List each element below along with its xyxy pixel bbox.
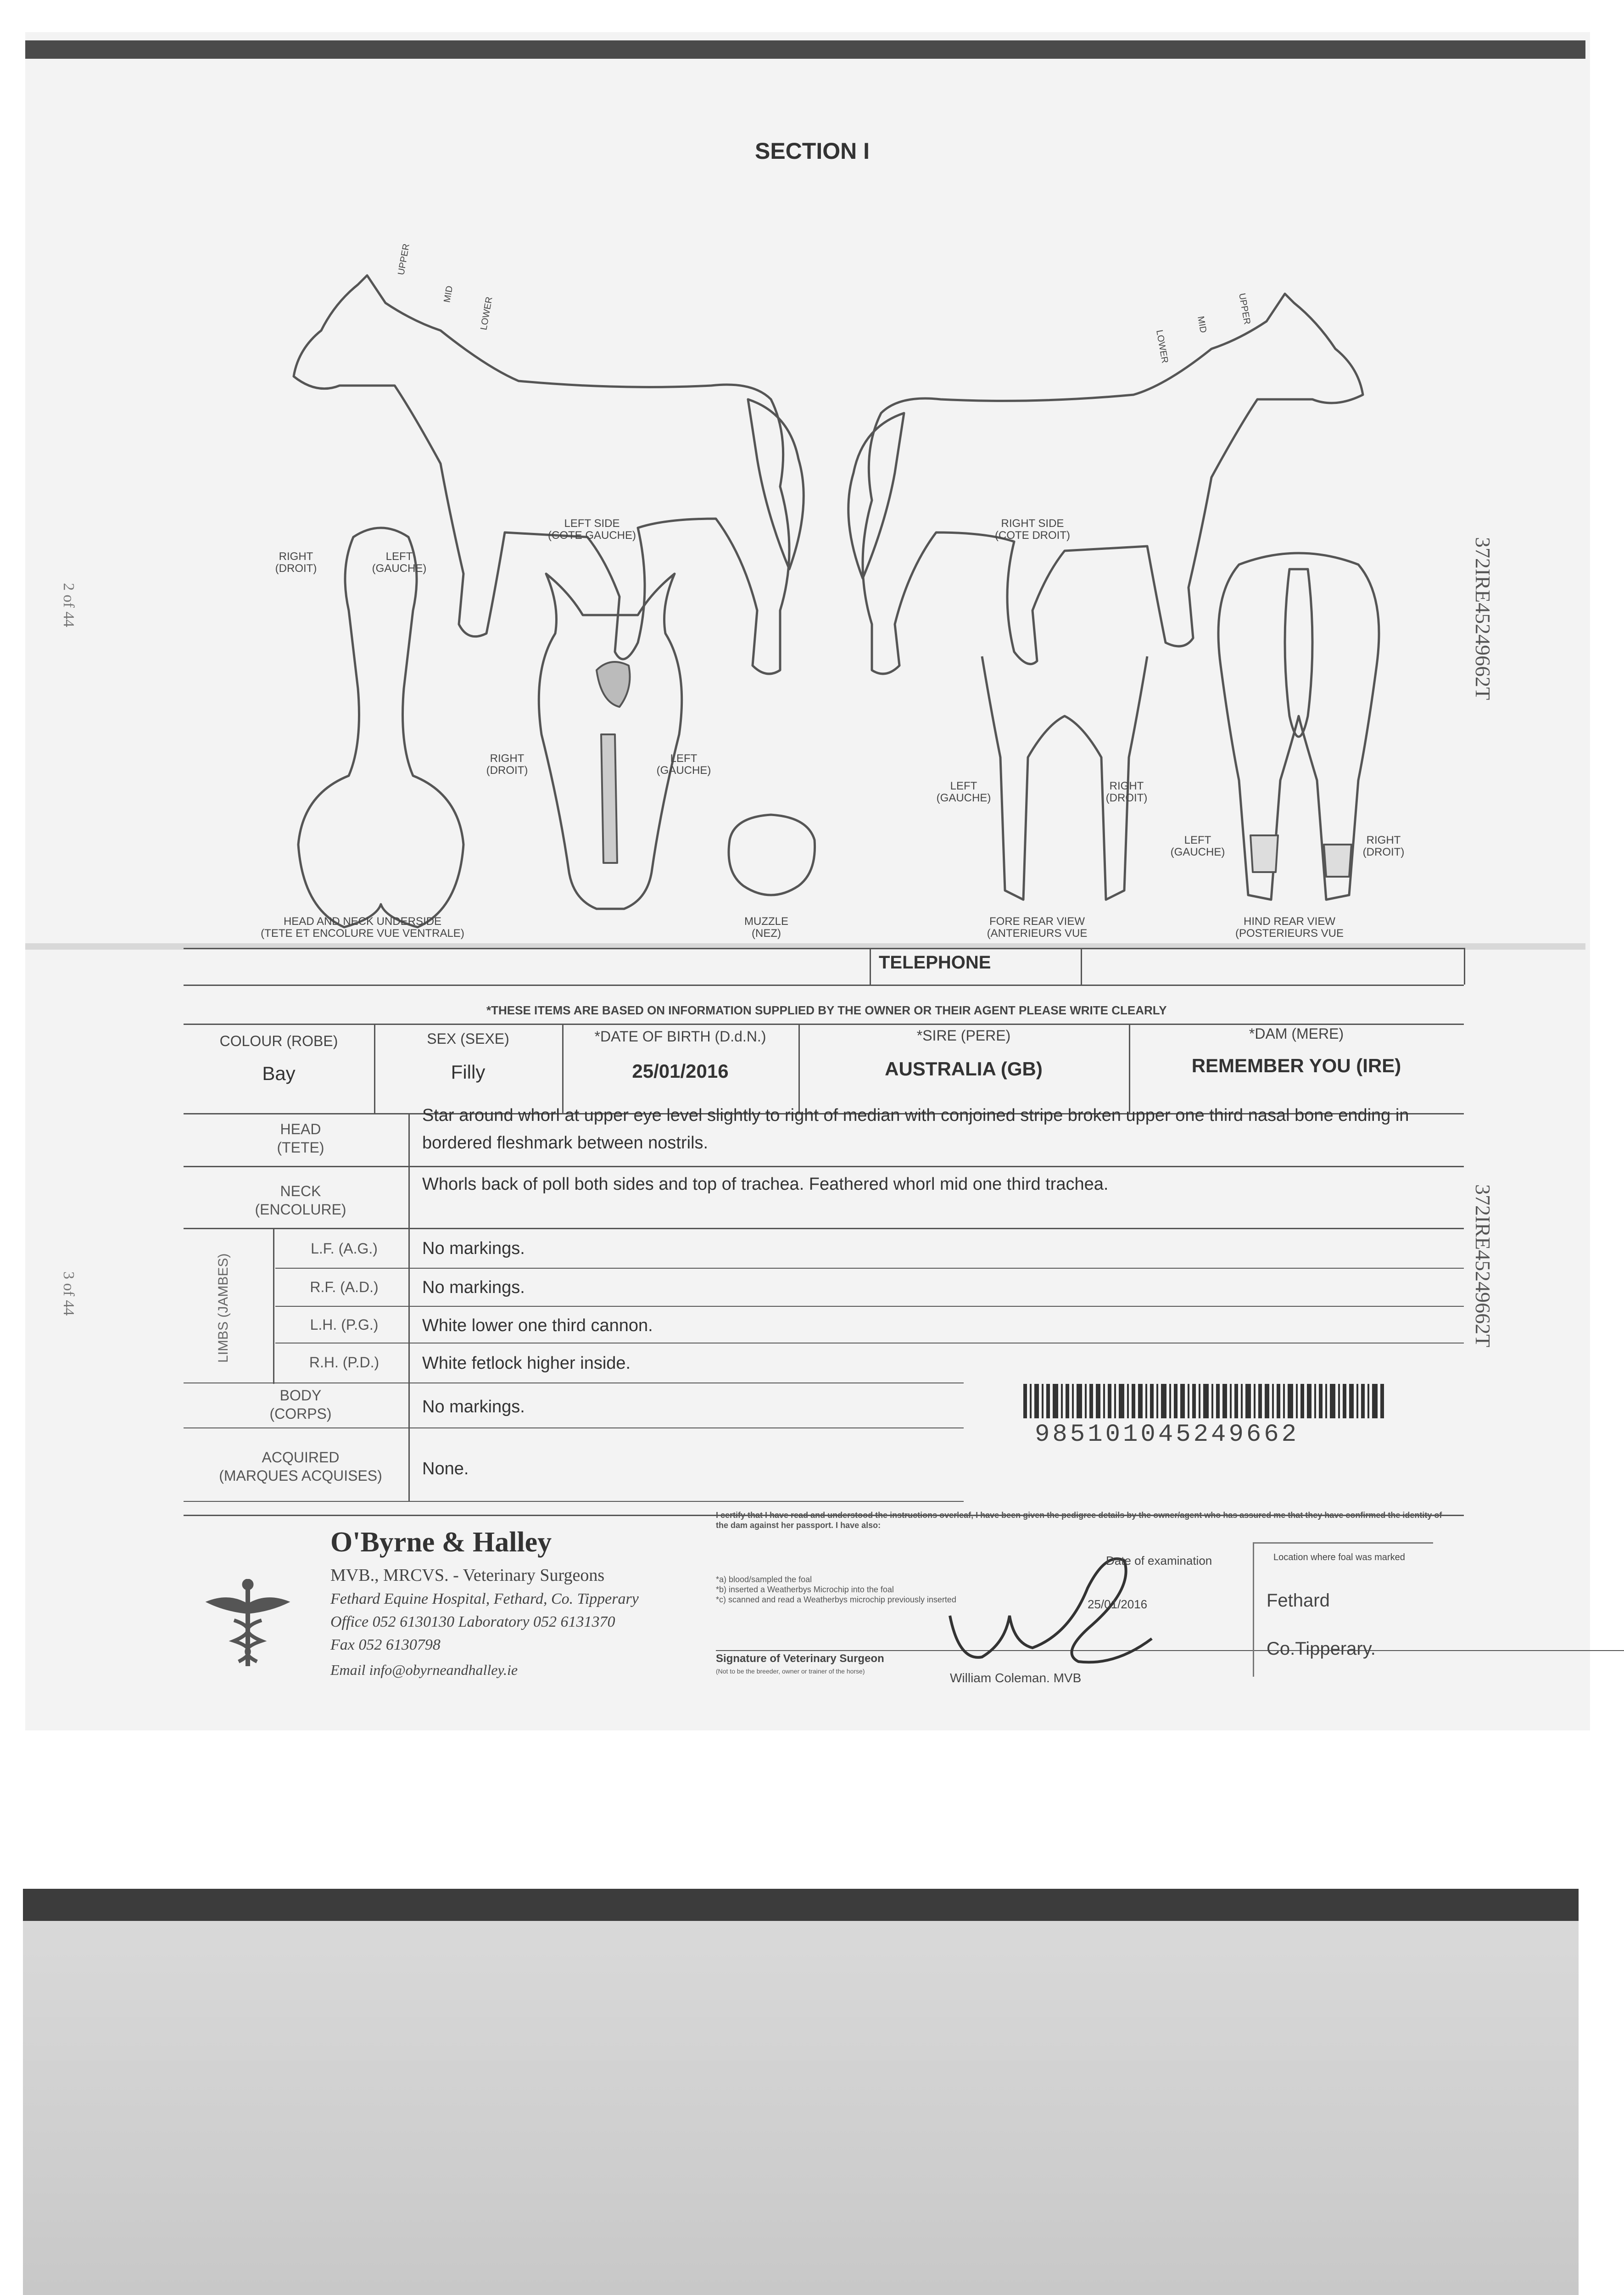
neck-label: NECK (ENCOLURE) — [255, 1183, 346, 1218]
dob-value: 25/01/2016 — [632, 1060, 729, 1082]
fore-rear-view-caption: FORE REAR VIEW (ANTERIEURS VUE — [987, 915, 1088, 940]
right-side-horse — [863, 294, 1363, 674]
body-text: No markings. — [422, 1397, 525, 1416]
lf-label: L.F. (A.G.) — [311, 1240, 378, 1257]
right-side-tail — [848, 413, 904, 578]
check-microchip-scanned: *c) scanned and read a Weatherbys microchip previously inserted — [716, 1595, 956, 1604]
head-text: Star around whorl at upper eye level slightly to right of median with conjoined stripe broken upper one third nasal bone ending in bordered fleshmark between nostrils. — [422, 1106, 1409, 1153]
rh-text: White fetlock higher inside. — [422, 1354, 631, 1373]
certification-statement: I certify that I have read and understood the instructions overleaf, I have been given the pedigree details by the owner/agent who has assured me that they have confirmed the identity of the dam against her passport. I have also: — [716, 1511, 1442, 1530]
practice-qualifications: MVB., MRCVS. - Veterinary Surgeons — [330, 1566, 605, 1585]
rf-text: No markings. — [422, 1278, 525, 1297]
fore-right-caption: RIGHT (DROIT) — [1105, 780, 1148, 804]
colour-header: COLOUR (ROBE) — [219, 1033, 338, 1049]
lh-text: White lower one third cannon. — [422, 1316, 653, 1335]
lh-leg-marking — [1250, 835, 1278, 872]
muzzle-caption: MUZZLE (NEZ) — [744, 915, 788, 940]
head-star-marking — [597, 662, 630, 707]
caduceus-logo — [202, 1579, 294, 1671]
acquired-label: ACQUIRED (MARQUES ACQUISES) — [219, 1449, 382, 1484]
fore-left-caption: LEFT (GAUCHE) — [936, 780, 991, 804]
practice-email: Email info@obyrneandhalley.ie — [330, 1662, 518, 1678]
rule — [184, 1166, 1464, 1167]
right-side-caption: RIGHT SIDE (COTE DROIT) — [995, 517, 1070, 542]
rule — [184, 985, 1464, 986]
rule — [1081, 948, 1082, 985]
rule — [184, 948, 1464, 949]
right-neck-lower-label: LOWER — [1154, 329, 1170, 364]
rule — [275, 1268, 1464, 1269]
owner-note: *THESE ITEMS ARE BASED ON INFORMATION SUPPLIED BY THE OWNER OR THEIR AGENT PLEASE WRITE CLEARLY — [486, 1003, 1167, 1017]
rule — [716, 1650, 1624, 1651]
hind-tail-view — [1285, 569, 1312, 737]
neck-upper-label: UPPER — [396, 243, 412, 276]
neck-underside-diagram — [298, 528, 463, 927]
dob-header: *DATE OF BIRTH (D.d.N.) — [594, 1028, 766, 1045]
page-marker-top: 2 of 44 — [60, 583, 77, 627]
date-of-examination-value: 25/01/2016 — [1088, 1597, 1148, 1611]
side-identifier-bottom: 372IRE45249662T — [1471, 1184, 1495, 1348]
fore-rear-view-diagram — [982, 656, 1147, 900]
head-stripe-marking — [601, 734, 617, 863]
acquired-text: None. — [422, 1459, 469, 1478]
practice-phones: Office 052 6130130 Laboratory 052 6131370 — [330, 1613, 615, 1630]
vet-name: William Coleman. MVB — [950, 1671, 1082, 1685]
rule — [184, 1427, 964, 1428]
right-neck-upper-label: UPPER — [1237, 292, 1252, 325]
page-marker-bottom: 3 of 44 — [60, 1271, 77, 1316]
scan-bottom-edge — [23, 1889, 1579, 1921]
head-right-caption: RIGHT (DROIT) — [486, 752, 528, 777]
sire-value: AUSTRALIA (GB) — [885, 1058, 1043, 1080]
rule — [1464, 948, 1465, 985]
practice-address: Fethard Equine Hospital, Fethard, Co. Tipperary — [330, 1590, 639, 1607]
left-side-tail — [748, 399, 804, 569]
right-neck-mid-label: MID — [1195, 315, 1209, 334]
microchip-barcode — [1023, 1384, 1386, 1418]
rf-label: R.F. (A.D.) — [310, 1279, 379, 1295]
body-label: BODY (CORPS) — [269, 1387, 332, 1422]
hind-right-caption: RIGHT (DROIT) — [1362, 834, 1405, 858]
hind-rear-view-caption: HIND REAR VIEW (POSTERIEURS VUE — [1235, 915, 1344, 940]
underside-left-caption: LEFT (GAUCHE) — [372, 550, 427, 575]
date-of-examination-label: Date of examination — [1106, 1554, 1212, 1567]
left-side-horse — [294, 275, 789, 674]
section-title: SECTION I — [754, 138, 870, 164]
sex-header: SEX (SEXE) — [427, 1030, 509, 1047]
rule — [870, 948, 871, 985]
neck-mid-label: MID — [442, 285, 455, 303]
left-side-caption: LEFT SIDE (COTE GAUCHE) — [548, 517, 636, 542]
neck-text: Whorls back of poll both sides and top of trachea. Feathered whorl mid one third trachea. — [422, 1175, 1109, 1194]
muzzle-diagram — [729, 815, 815, 895]
check-bloodsampled: *a) blood/sampled the foal — [716, 1575, 812, 1584]
rule — [184, 1501, 964, 1502]
sire-header: *SIRE (PERE) — [916, 1027, 1011, 1044]
head-label: HEAD (TETE) — [277, 1121, 324, 1156]
limbs-label: LIMBS (JAMBES) — [216, 1253, 231, 1363]
barcode-number: 985101045249662 — [1035, 1421, 1300, 1449]
horse-diagram — [0, 0, 1624, 955]
location-line1: Fethard — [1267, 1590, 1330, 1611]
rh-label: R.H. (P.D.) — [309, 1354, 379, 1371]
head-left-caption: LEFT (GAUCHE) — [656, 752, 711, 777]
practice-fax: Fax 052 6130798 — [330, 1636, 441, 1653]
rule — [184, 1228, 1464, 1229]
rule — [273, 1228, 274, 1384]
practice-name: O'Byrne & Halley — [330, 1527, 552, 1558]
rh-leg-marking — [1324, 845, 1351, 877]
head-neck-underside-caption: HEAD AND NECK UNDERSIDE (TETE ET ENCOLURE VUE VENTRALE) — [261, 915, 464, 940]
sex-value: Filly — [451, 1061, 486, 1083]
lh-label: L.H. (P.G.) — [310, 1316, 379, 1333]
colour-value: Bay — [262, 1063, 296, 1084]
signature-label: Signature of Veterinary Surgeon — [716, 1652, 884, 1665]
rule — [275, 1306, 1464, 1307]
signature-sub: (Not to be the breeder, owner or trainer of the horse) — [716, 1668, 865, 1675]
rule — [184, 1024, 1464, 1025]
scan-background — [23, 1921, 1579, 2295]
dam-header: *DAM (MERE) — [1249, 1025, 1344, 1042]
check-microchip-inserted: *b) inserted a Weatherbys Microchip into the foal — [716, 1585, 894, 1594]
dam-value: REMEMBER YOU (IRE) — [1191, 1055, 1401, 1076]
lf-text: No markings. — [422, 1239, 525, 1258]
location-line2: Co.Tipperary. — [1267, 1639, 1376, 1659]
telephone-label: TELEPHONE — [879, 952, 991, 973]
hind-left-caption: LEFT (GAUCHE) — [1170, 834, 1225, 858]
underside-right-caption: RIGHT (DROIT) — [275, 550, 317, 575]
neck-lower-label: LOWER — [479, 296, 495, 331]
side-identifier-top: 372IRE45249662T — [1471, 537, 1495, 700]
rule — [408, 1113, 410, 1501]
location-label: Location where foal was marked — [1273, 1552, 1405, 1562]
